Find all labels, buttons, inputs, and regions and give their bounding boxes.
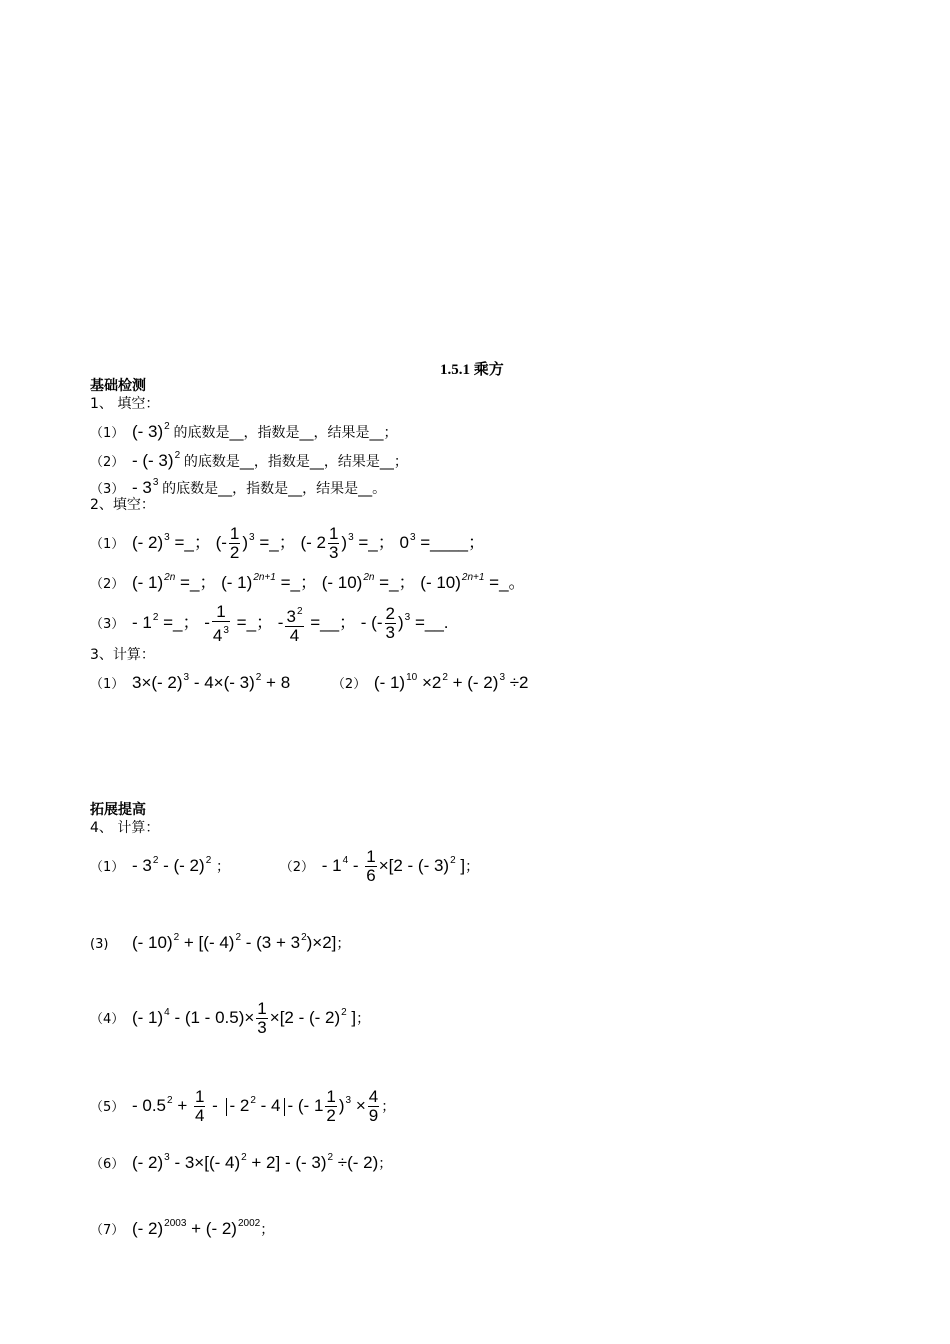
q1-item-3: $(3) - 3^3$ 的底数是__，指数是__，结果是__。 <box>90 477 387 497</box>
q4-item-3: (3) (- 10)$^2$ + [(- $4)^2 - (3 + 3^2)\times 2$]； <box>90 932 351 952</box>
q3-heading: 3、计算： <box>90 647 155 663</box>
section-extension-heading: 拓展提高 <box>90 802 146 818</box>
section-basic-heading: 基础检测 <box>90 378 146 394</box>
q4-item-7: （7） (- 2)$^{2003}$ + (- 2)$^{2002}$； <box>90 1218 275 1238</box>
q3-items: （1） 3×(- 2)$^3$ - 4×(- 3)$^2$ + 8 （2） (- $1)^{10} \times 2^2$ + (- 2)$^3$ ÷2 <box>90 672 529 692</box>
q4-item-4: （4） (- 1)$^4$ - (1 - 0.5)× $\frac{1}{3}$ ×[2 - (- 2)$^2$ ]； <box>90 999 371 1038</box>
q4-item-6: （6） (- 2)$^3$ - 3×[(- 4)$^2$ + 2] - (- 3)$^2$ ÷(- 2)； <box>90 1152 393 1172</box>
q4-item-5: $(5) - 0.5^2$ + $\frac{1}{4}$ - - $2^2 - 4$ - (- 1 $\frac{1}{2}$ )$^3$ × $\frac{4}{9}$ ； <box>90 1087 396 1126</box>
q1-item-1: （1） (- 3)$^2$ 的底数是__，指数是__，结果是__； <box>90 421 398 441</box>
q4-items-1-2: $(1) - 3^2$ - (- 2)$^2$ ； $(2) - 1^4$ - $\frac{1}{6}$ ×[2 - (- 3)$^2$ ]； <box>90 847 480 886</box>
q2-row-2: （2） (- 1)$^{2n}$ =_； (- 1)$^{2n+1}$ =_； (- 10)$^{2n}$ =_； (- 10)$^{2n+1}$ =_。 <box>90 572 526 592</box>
q2-row-3: $(3) - 1^2$ =_； - $\frac{1}{4^3}$ =_； - $\frac{3^2}{4}$ =__； - (- $\frac{2}{3}$ )$^3$ =__. <box>90 601 449 645</box>
q2-row-1: （1） (- 2)$^3$ =_； (- $\frac{1}{2}$ )$^3$ =_； (- 2 $\frac{1}{3}$ )$^3$ =_； $0^3$ =____； <box>90 524 486 563</box>
q1-heading: 1、 填空： <box>90 396 160 412</box>
q1-item-2: （2） - (- 3)$^2$ 的底数是__，指数是__，结果是__； <box>90 450 408 470</box>
q4-heading: 4、 计算： <box>90 820 160 836</box>
q2-heading: 2、填空： <box>90 497 155 513</box>
page-title: 1.5.1 乘方 <box>440 362 504 378</box>
